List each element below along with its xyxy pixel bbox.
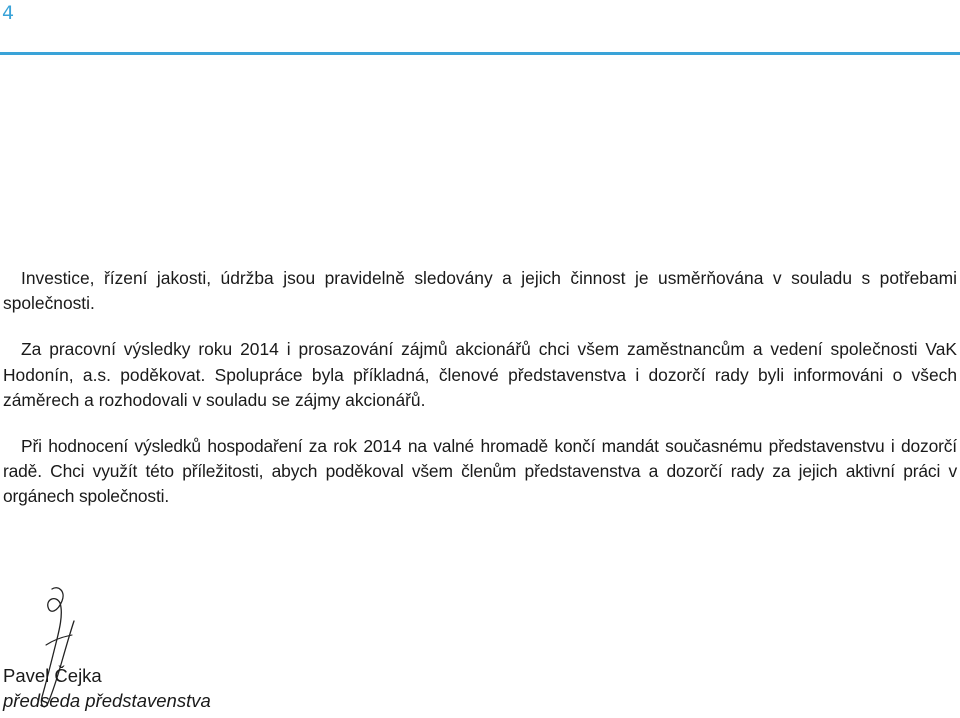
paragraph-thanks: Za pracovní výsledky roku 2014 i prosazování zájmů akcionářů chci všem zaměstnancům a vedení společnosti VaK Hodonín, a.s. poděkovat. Spolupráce byla příkladná, členové představenstva i dozorčí rady byli informováni o všech záměrech a rozhodovali v souladu se zájmy akcionářů.: [3, 339, 957, 410]
signer-role: předseda představenstva: [3, 690, 211, 711]
body-text: [3, 266, 957, 531]
signer-name: Pavel Čejka: [3, 665, 102, 686]
paragraph-investment: Investice, řízení jakosti, údržba jsou pravidelně sledovány a jejich činnost je usměrňována v souladu s potřebami společnosti.: [3, 268, 957, 314]
signature-block: [3, 585, 263, 715]
header-rule: [0, 52, 960, 55]
paragraph-mandate: Při hodnocení výsledků hospodaření za rok 2014 na valné hromadě končí mandát současnému představenstvu i dozorčí radě. Chci využít této příležitosti, abych poděkoval všem členům představenstva a dozorčí rady za jejich aktivní práci v orgánech společnosti.: [3, 436, 957, 507]
page-number: 4: [2, 2, 15, 24]
